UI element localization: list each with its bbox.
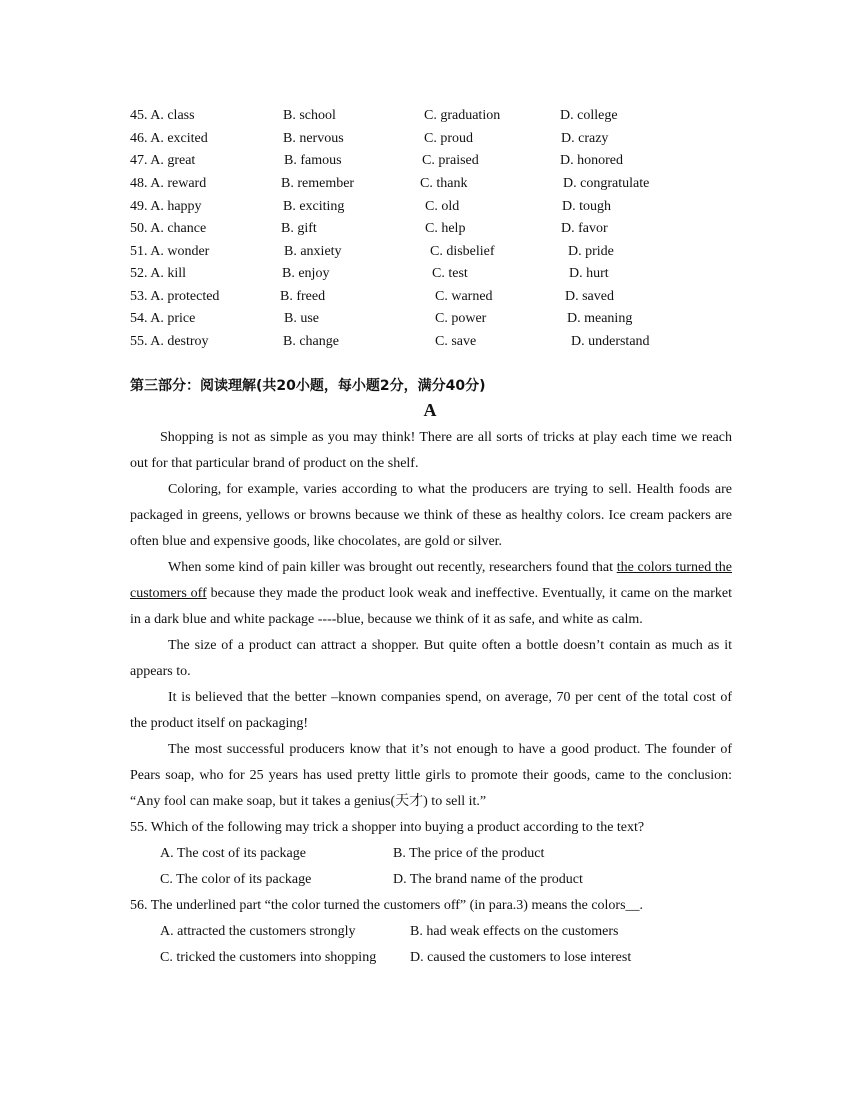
option-d: D. crazy <box>561 131 609 146</box>
option-c: C. tricked the customers into shopping <box>160 950 377 965</box>
option-a: 49. A. happy <box>130 199 202 214</box>
option-d: D. tough <box>562 199 611 214</box>
paragraph-3 <box>130 555 732 633</box>
option-c: C. graduation <box>424 108 501 123</box>
option-b: B. famous <box>284 153 342 168</box>
option-a: 53. A. protected <box>130 289 220 304</box>
option-d: D. congratulate <box>563 176 650 191</box>
option-d: D. pride <box>568 244 614 259</box>
option-c: C. praised <box>422 153 479 168</box>
paragraph-1: Shopping is not as simple as you may think! There are all sorts of tricks at play each time we reach out for that particular brand of product on the shelf. <box>130 430 732 471</box>
option-b: B. freed <box>280 289 326 304</box>
paragraph-2: Coloring, for example, varies according to what the producers are trying to sell. Health foods are packaged in greens, yellows or browns because we think of these as healthy colors. Ice cream packers are often blue and expensive goods, like chocolates, are gold or silver. <box>130 482 732 549</box>
question-56-options-cd <box>130 945 732 971</box>
underlined-phrase: the colors turned the customers off <box>130 560 732 601</box>
passage-title: A <box>423 400 437 420</box>
option-a: 45. A. class <box>130 108 195 123</box>
option-c: C. old <box>425 199 460 214</box>
option-a: 51. A. wonder <box>130 244 210 259</box>
option-c: C. disbelief <box>430 244 495 259</box>
option-a: 46. A. excited <box>130 131 208 146</box>
option-d: D. caused the customers to lose interest <box>410 950 632 965</box>
option-b: B. gift <box>281 221 317 236</box>
option-b: B. exciting <box>283 199 345 214</box>
option-c: C. warned <box>435 289 493 304</box>
option-b: B. enjoy <box>282 266 330 281</box>
option-c: C. proud <box>424 131 473 146</box>
option-d: D. college <box>560 108 618 123</box>
option-c: C. power <box>435 311 487 326</box>
paragraph-5: It is believed that the better –known companies spend, on average, 70 per cent of the total cost of the product itself on packaging! <box>130 690 732 731</box>
option-d: D. saved <box>565 289 614 304</box>
option-c: C. thank <box>420 176 468 191</box>
option-b: B. school <box>283 108 336 123</box>
option-c: C. test <box>432 266 468 281</box>
option-b: B. had weak effects on the customers <box>410 924 619 939</box>
question-55-options-ab <box>130 841 732 867</box>
option-a: A. The cost of its package <box>160 846 306 861</box>
section-title: 第三部分：阅读理解(共20小题，每小题2分，满分40分) <box>130 378 486 394</box>
option-d: D. The brand name of the product <box>393 872 583 887</box>
option-b: B. use <box>284 311 319 326</box>
option-c: C. The color of its package <box>160 872 312 887</box>
question-55-stem: 55. Which of the following may trick a shopper into buying a product according to the text? <box>130 820 645 835</box>
option-b: B. nervous <box>283 131 344 146</box>
paragraph-6: The most successful producers know that it’s not enough to have a good product. The founder of Pears soap, who for 25 years has used pretty little girls to promote their goods, came to the conclusion: “Any fool can make soap, but it takes a genius(天才) to sell it.” <box>130 742 732 809</box>
question-55-options-cd <box>130 867 732 893</box>
option-a: 54. A. price <box>130 311 196 326</box>
option-b: B. anxiety <box>284 244 342 259</box>
option-d: D. honored <box>560 153 623 168</box>
option-a: 50. A. chance <box>130 221 207 236</box>
paragraph-4: The size of a product can attract a shopper. But quite often a bottle doesn’t contain as much as it appears to. <box>130 638 732 679</box>
option-d: D. favor <box>561 221 608 236</box>
option-a: 52. A. kill <box>130 266 187 281</box>
option-a: A. attracted the customers strongly <box>160 924 356 939</box>
paragraph-3-text-start: When some kind of pain killer was brought out recently, researchers found that <box>168 560 617 575</box>
reading-passage <box>130 425 732 971</box>
option-b: B. change <box>283 334 339 349</box>
question-56-stem: 56. The underlined part “the color turned the customers off” (in para.3) means the colors__. <box>130 898 644 913</box>
option-a: 47. A. great <box>130 153 196 168</box>
paragraph-3-text-end: because they made the product look weak and ineffective. Eventually, it came on the market in a dark blue and white package ----blue, because we think of it as safe, and white as calm. <box>130 586 732 627</box>
option-d: D. meaning <box>567 311 633 326</box>
option-a: 48. A. reward <box>130 176 207 191</box>
question-56-options-ab <box>130 919 732 945</box>
option-a: 55. A. destroy <box>130 334 209 349</box>
option-b: B. remember <box>281 176 355 191</box>
option-c: C. save <box>435 334 477 349</box>
option-b: B. The price of the product <box>393 846 545 861</box>
option-c: C. help <box>425 221 466 236</box>
option-d: D. understand <box>571 334 650 349</box>
option-d: D. hurt <box>569 266 609 281</box>
